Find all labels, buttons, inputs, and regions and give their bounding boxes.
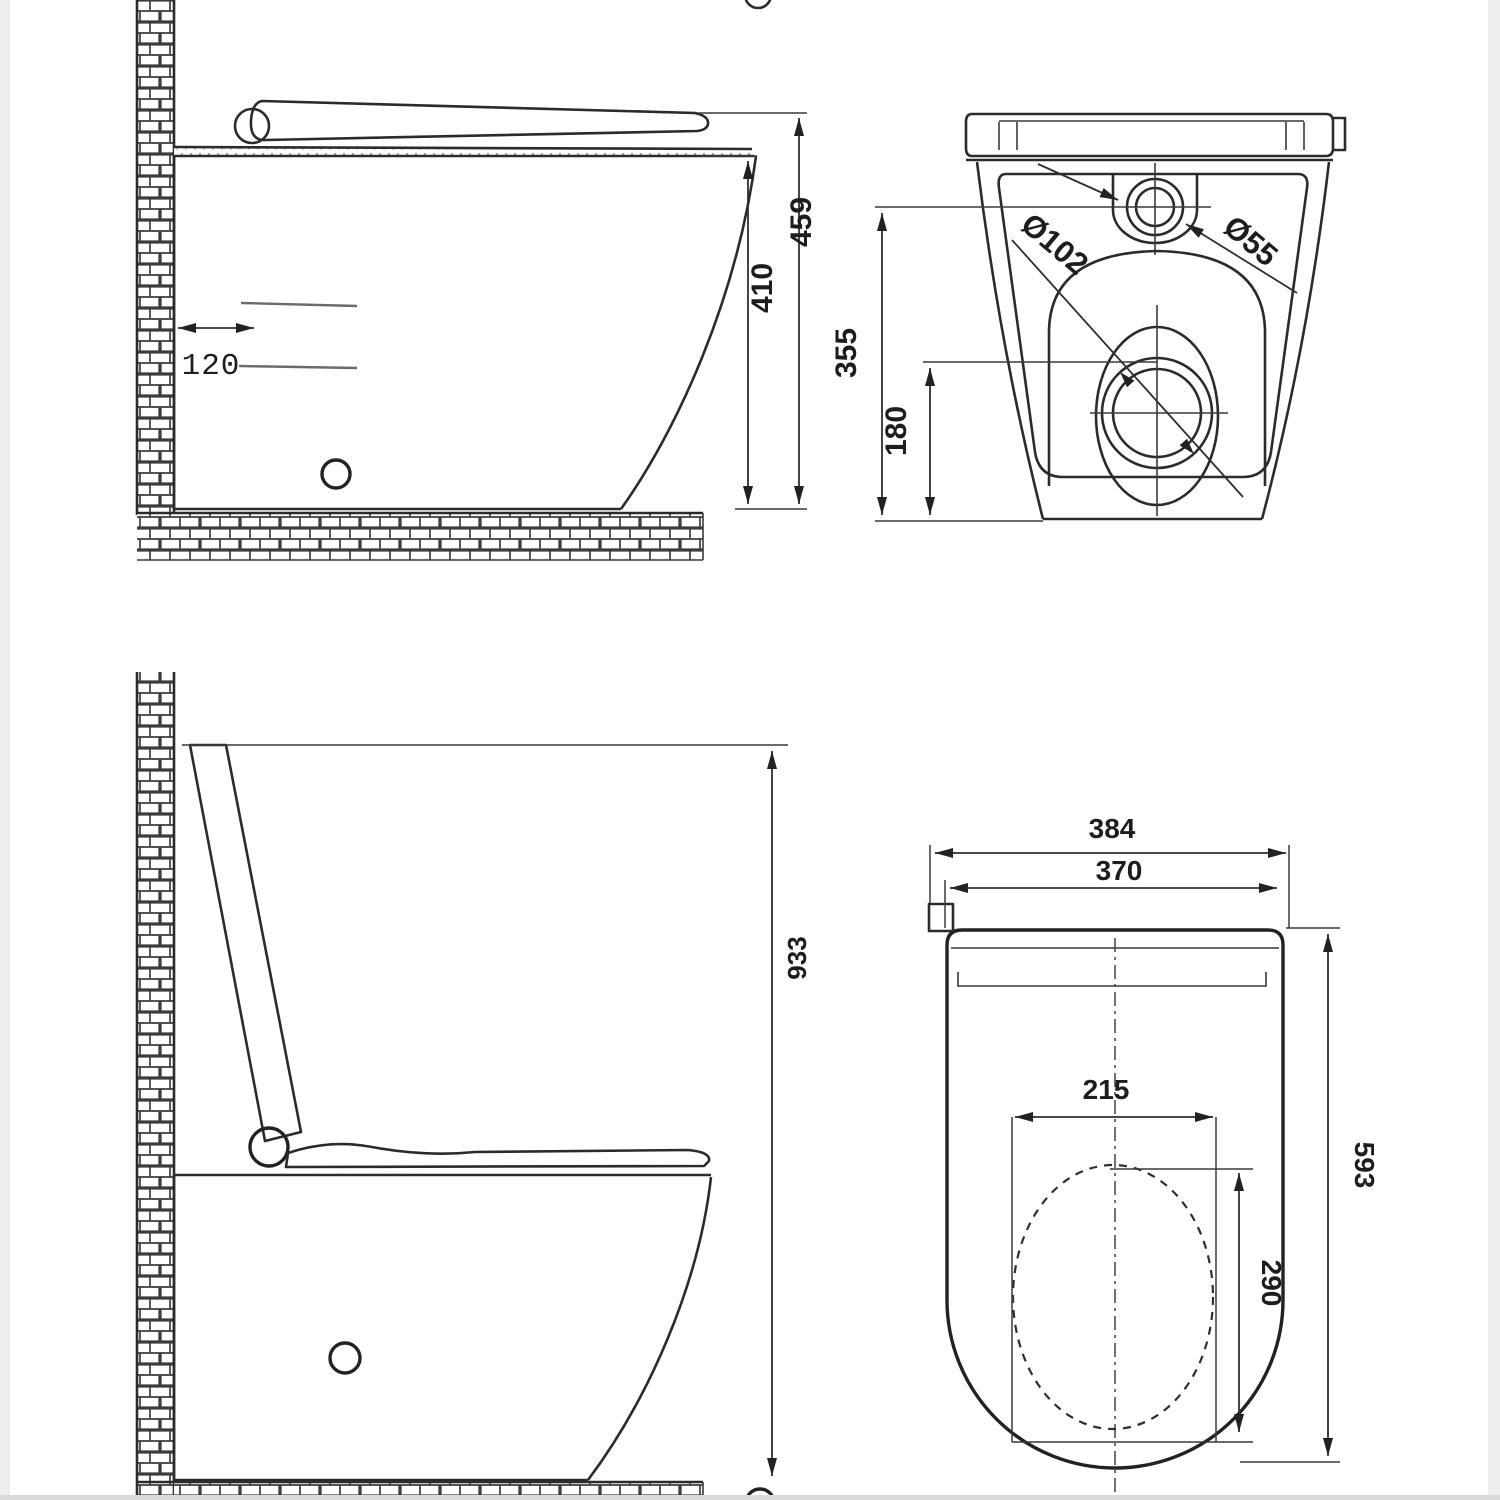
dim-open-lid-height	[182, 745, 812, 1476]
side-view-lid-open	[137, 672, 812, 1500]
lid-plan-outline	[947, 930, 1283, 1468]
dim-overall-width-label: 384	[1088, 813, 1136, 844]
wall-hatch-lower	[137, 672, 174, 1500]
dim-bowl-width-label: 215	[1082, 1074, 1130, 1105]
dim-wall-offset-label: 120	[181, 349, 241, 384]
dim-drain-diameter-label: Ø102	[1014, 206, 1096, 282]
dim-body-width	[945, 855, 1277, 928]
dim-drain-height	[880, 362, 1157, 515]
side-view-seat-closed	[137, 0, 818, 560]
drain-plug-side	[322, 460, 350, 488]
dim-bowl-depth	[1110, 1169, 1287, 1432]
toilet-body-side-open	[174, 1175, 711, 1480]
dim-seat-height-label: 410	[746, 262, 779, 314]
hinge-cover-line	[958, 972, 1266, 986]
rear-view	[830, 114, 1345, 521]
seat-hinge-tab	[1333, 118, 1345, 150]
bowl-outline-plan	[1013, 1165, 1213, 1429]
toilet-lid-open	[190, 745, 301, 1141]
dim-drain-height-label: 180	[880, 405, 913, 457]
lid-hinge-open	[250, 1128, 288, 1166]
dim-bowl-width	[1015, 1074, 1213, 1117]
dim-inlet-height	[830, 207, 1211, 521]
drain-plug-side-open	[330, 1343, 360, 1373]
toilet-seat-side	[286, 1144, 709, 1167]
dim-body-width-label: 370	[1095, 855, 1143, 886]
plan-view	[929, 813, 1380, 1497]
toilet-lid-closed	[251, 101, 708, 140]
dim-overall-depth-label: 593	[1349, 1141, 1380, 1189]
wall-hatch	[137, 0, 174, 515]
dim-inlet-diameter	[1186, 209, 1297, 293]
dim-inlet-diameter-label: Ø55	[1217, 208, 1285, 274]
toilet-body-side	[174, 156, 756, 509]
dim-open-lid-height-label: 933	[782, 936, 812, 980]
floor-hatch	[137, 513, 703, 560]
dim-overall-height-label: 459	[785, 196, 818, 248]
cropped-detail-top	[745, 0, 771, 8]
bowl-reference-box	[1012, 1117, 1253, 1442]
dim-bowl-depth-label: 290	[1256, 1259, 1287, 1307]
dim-wall-offset	[178, 303, 357, 384]
dim-inlet-height-label: 355	[830, 327, 863, 379]
side-tab	[929, 904, 953, 931]
